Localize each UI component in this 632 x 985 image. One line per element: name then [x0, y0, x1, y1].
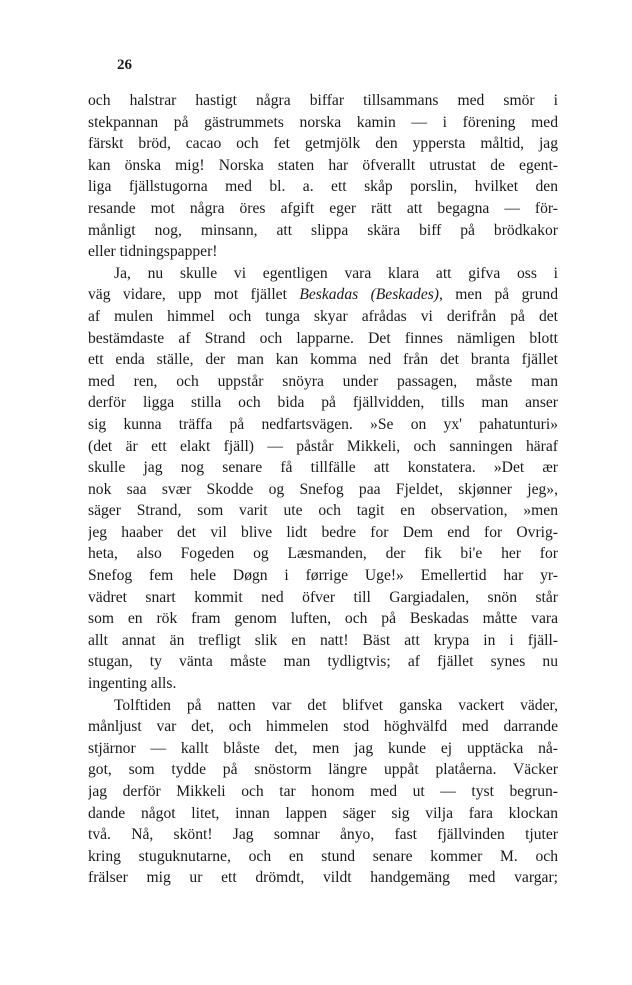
page-number: 26	[117, 57, 132, 73]
text-line: färskt bröd, cacao och fet getmjölk den yppersta måltid, jag	[88, 135, 558, 153]
text-line: af mulen himmel och tunga skyar afrådas vi derifrån på det	[88, 307, 558, 325]
body-text	[88, 90, 558, 889]
text-line: som en rök fram genom luften, och på Beskadas måtte vara	[88, 610, 558, 628]
text-line: resande mot några öres afgift eger rätt att begagna — för-	[88, 199, 558, 217]
text-line: och halstrar hastigt några biffar tillsammans med smör i	[88, 92, 558, 109]
text-line: väg vidare, upp mot fjället Beskadas (Beskades), men på grund	[88, 286, 558, 304]
text-line: vädret snart kommit ned öfver till Gargiadalen, snön står	[88, 588, 558, 606]
text-line: frälser mig ur ett drömdt, vildt handgemäng med vargar;	[88, 869, 558, 887]
text-line: ett enda ställe, der man kan komma ned från det branta fjället	[88, 351, 558, 369]
text-line: allt annat än trefligt slik en natt! Bäst att krypa in i fjäll-	[88, 631, 558, 649]
text-line: månljust var det, och himmelen stod höghvälfd med darrande	[88, 718, 558, 736]
text-line: derför ligga stilla och bida på fjällvidden, tills man anser	[88, 394, 558, 412]
text-line: (det är ett elakt fjäll) — påstår Mikkeli, och sanningen häraf	[88, 437, 558, 455]
text-line: eller tidningspapper!	[88, 243, 218, 261]
text-line: jag derför Mikkeli och tar honom med ut — tyst begrun-	[88, 783, 558, 800]
text-line: kan önska mig! Norska staten har öfverallt utrustat de egent-	[88, 156, 558, 174]
text-line: stugan, ty vänta måste man tydligtvis; af fjället synes nu	[88, 653, 558, 671]
text-line: stjärnor — kallt blåste det, men jag kunde ej upptäcka nå-	[88, 739, 558, 757]
text-line: heta, also Fogeden og Læsmanden, der fik bi'e her for	[88, 545, 558, 563]
text-line: dande något litet, innan lappen säger sig vilja fara klockan	[88, 804, 558, 822]
text-line: stekpannan på gästrummets norska kamin — i förening med	[88, 113, 558, 131]
text-line: kring stuguknutarne, och en stund senare kommer M. och	[88, 847, 558, 865]
text-line: got, som tydde på snöstorm längre uppåt platåerna. Väcker	[88, 761, 558, 779]
text-line: Snefog fem hele Døgn i førrige Uge!» Emellertid har yr-	[88, 567, 558, 585]
text-line: ingenting alls.	[88, 675, 177, 693]
text-line: nok saa svær Skodde og Snefog paa Fjeldet, skjønner jeg»,	[88, 480, 558, 498]
text-line: två. Nå, skönt! Jag somnar ånyo, fast fjällvinden tjuter	[88, 826, 558, 844]
text-line: månligt nog, minsann, att slippa skära biff på brödkakor	[88, 221, 558, 239]
text-line: liga fjällstugorna med bl. a. ett skåp porslin, hvilket den	[88, 178, 558, 196]
text-line: Tolftiden på natten var det blifvet ganska vackert väder,	[114, 696, 558, 714]
text-line: skulle jag nog senare få tillfälle att konstatera. »Det ær	[88, 459, 558, 477]
text-line: bestämdaste af Strand och lapparne. Det finnes nämligen blott	[88, 329, 558, 347]
text-line: jeg haaber det vil blive lidt bedre for Dem end for Ovrig-	[88, 523, 558, 541]
text-line: sig kunna träffa på nedfartsvägen. »Se on yx' pahatunturi»	[88, 415, 558, 433]
text-line: med ren, och uppstår snöyra under passagen, måste man	[88, 372, 558, 390]
text-line: säger Strand, som varit ute och tagit en observation, »men	[88, 502, 558, 520]
text-line: Ja, nu skulle vi egentligen vara klara att gifva oss i	[114, 264, 558, 282]
italic-phrase: Beskadas (Beskades)	[299, 286, 439, 304]
